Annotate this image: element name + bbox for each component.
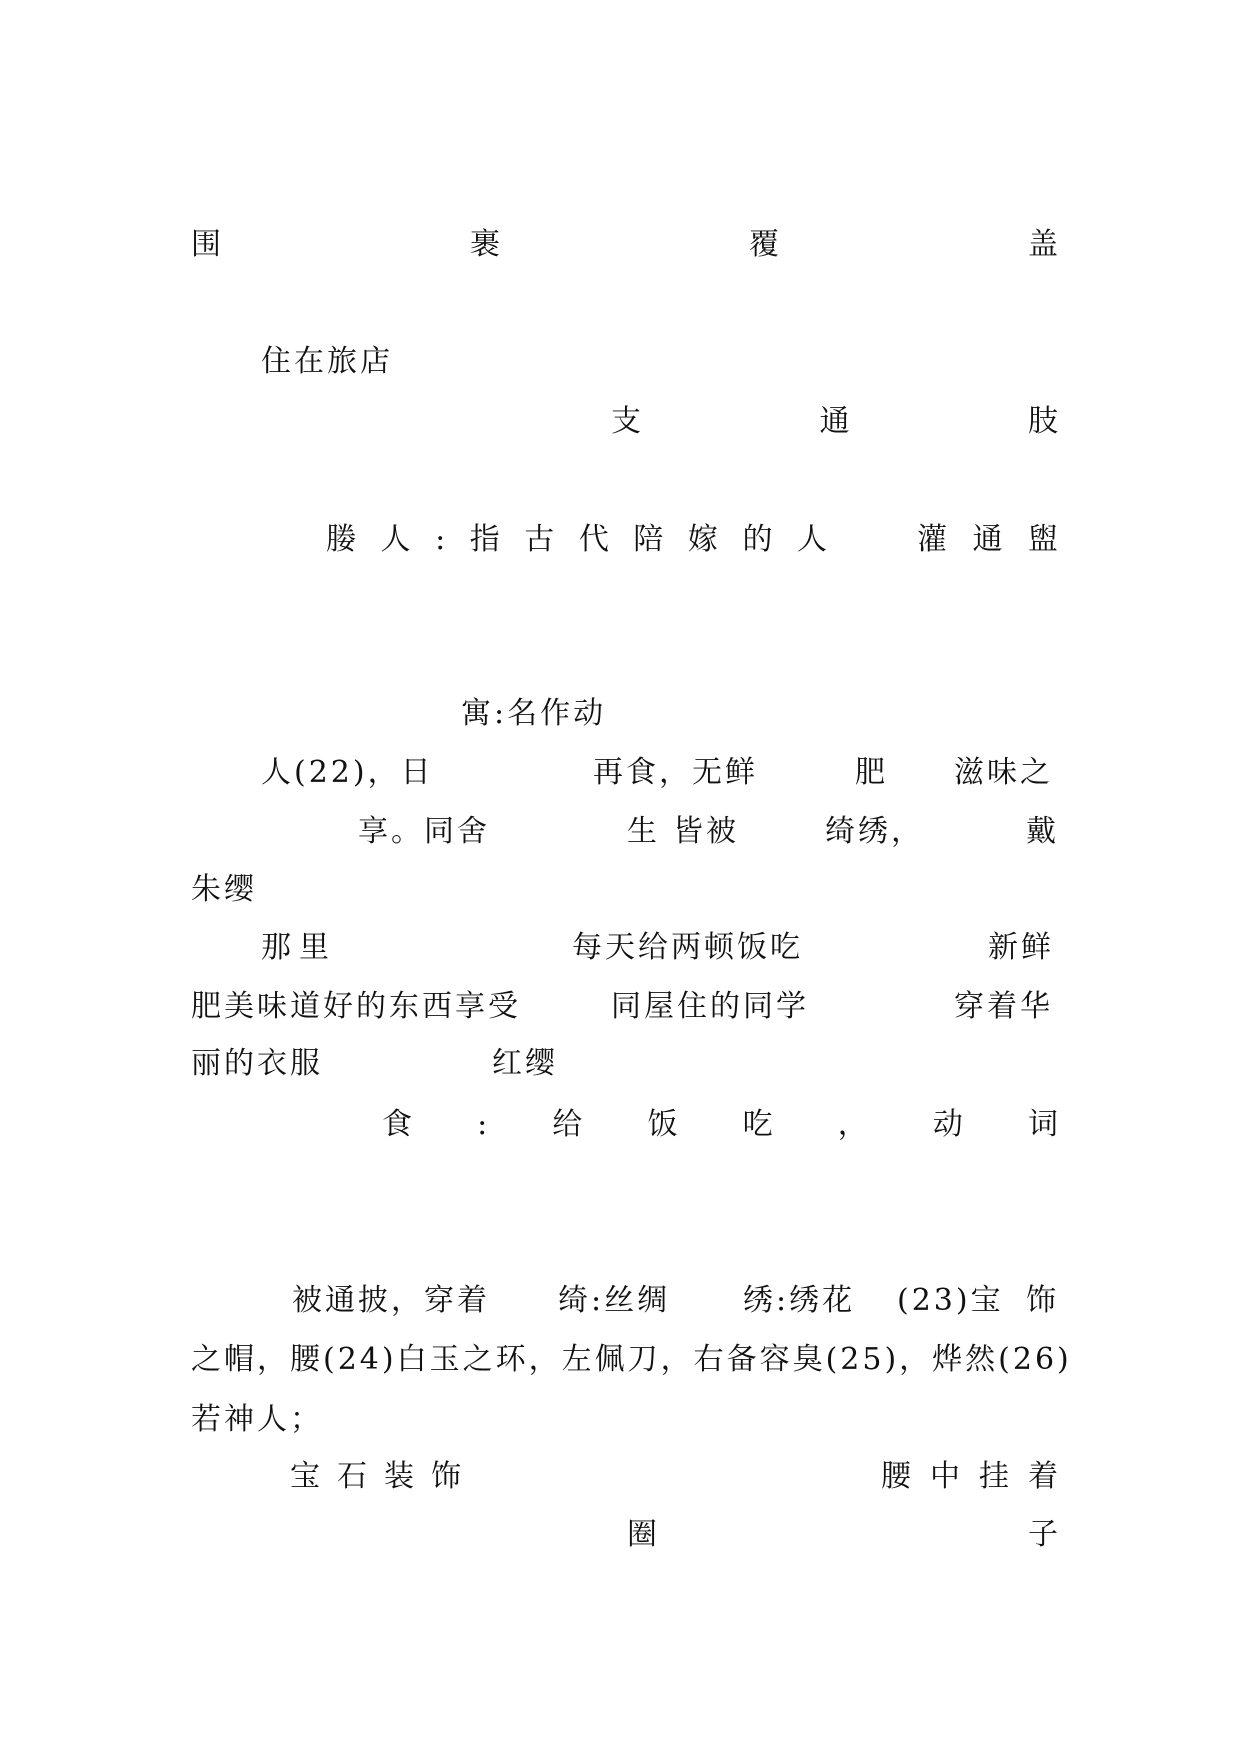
text-segment: 绮:丝绸: [558, 1283, 671, 1318]
text-line: [0, 990, 1241, 1024]
text-segment: 腰中挂着: [881, 1459, 1058, 1494]
text-line: [0, 228, 1241, 262]
text-line: [0, 815, 1241, 849]
text-segment: 再食，无鲜: [593, 755, 758, 790]
text-segment: 享。同舍: [358, 814, 490, 849]
text-segment: 饰: [1026, 1283, 1059, 1318]
text-segment: 人(22)，日: [261, 755, 434, 790]
text-segment: 食:给饭吃，动词: [382, 1107, 1058, 1142]
text-segment: 灌通盥: [917, 522, 1058, 557]
text-segment: 之帽，腰(24)白玉之环，左佩刀，右备容臭(25)，烨然(26): [191, 1342, 1072, 1377]
text-line: [0, 1284, 1241, 1318]
text-segment: 媵人:指古代陪嫁的人: [326, 522, 827, 557]
text-segment: 皆被: [673, 814, 739, 849]
text-line: [0, 697, 1241, 731]
text-segment: 丽的衣服: [191, 1046, 323, 1081]
text-segment: 新鲜: [988, 930, 1054, 965]
text-segment: 若神人；: [191, 1402, 323, 1437]
text-segment: 被通披，穿着: [292, 1283, 490, 1318]
text-line: [0, 1108, 1241, 1142]
text-segment: 同屋住的同学: [611, 989, 809, 1024]
text-segment: 寓:名作动: [461, 696, 607, 731]
text-segment: 肥美味道好的东西享受: [191, 989, 521, 1024]
text-segment: 绮绣，: [825, 814, 924, 849]
text-segment: 圈子: [627, 1517, 1058, 1552]
text-segment: 穿着华: [954, 989, 1053, 1024]
text-segment: 那里: [261, 930, 337, 965]
text-segment: 肥: [855, 755, 888, 790]
text-line: [0, 1460, 1241, 1494]
text-segment: 住在旅店: [261, 344, 393, 379]
text-segment: 支通肢: [611, 404, 1058, 439]
text-segment: 宝石装饰: [290, 1459, 461, 1494]
text-line: [0, 345, 1241, 379]
text-line: [0, 931, 1241, 965]
text-line: [0, 1403, 1241, 1437]
text-line: [0, 1343, 1241, 1377]
text-segment: (23)宝: [897, 1283, 1004, 1318]
text-segment: 戴: [1026, 814, 1059, 849]
text-segment: 朱缨: [191, 872, 257, 907]
text-line: [0, 1047, 1241, 1081]
text-segment: 每天给两顿饭吃: [572, 930, 803, 965]
text-line: [0, 523, 1241, 557]
text-segment: 生: [627, 814, 660, 849]
text-line: [0, 1518, 1241, 1552]
text-segment: 滋味之: [954, 755, 1053, 790]
text-line: [0, 873, 1241, 907]
text-segment: 红缨: [492, 1046, 558, 1081]
text-segment: 绣:绣花: [743, 1283, 856, 1318]
text-line: [0, 405, 1241, 439]
text-line: [0, 756, 1241, 790]
text-segment: 围裹覆盖: [191, 227, 1058, 262]
